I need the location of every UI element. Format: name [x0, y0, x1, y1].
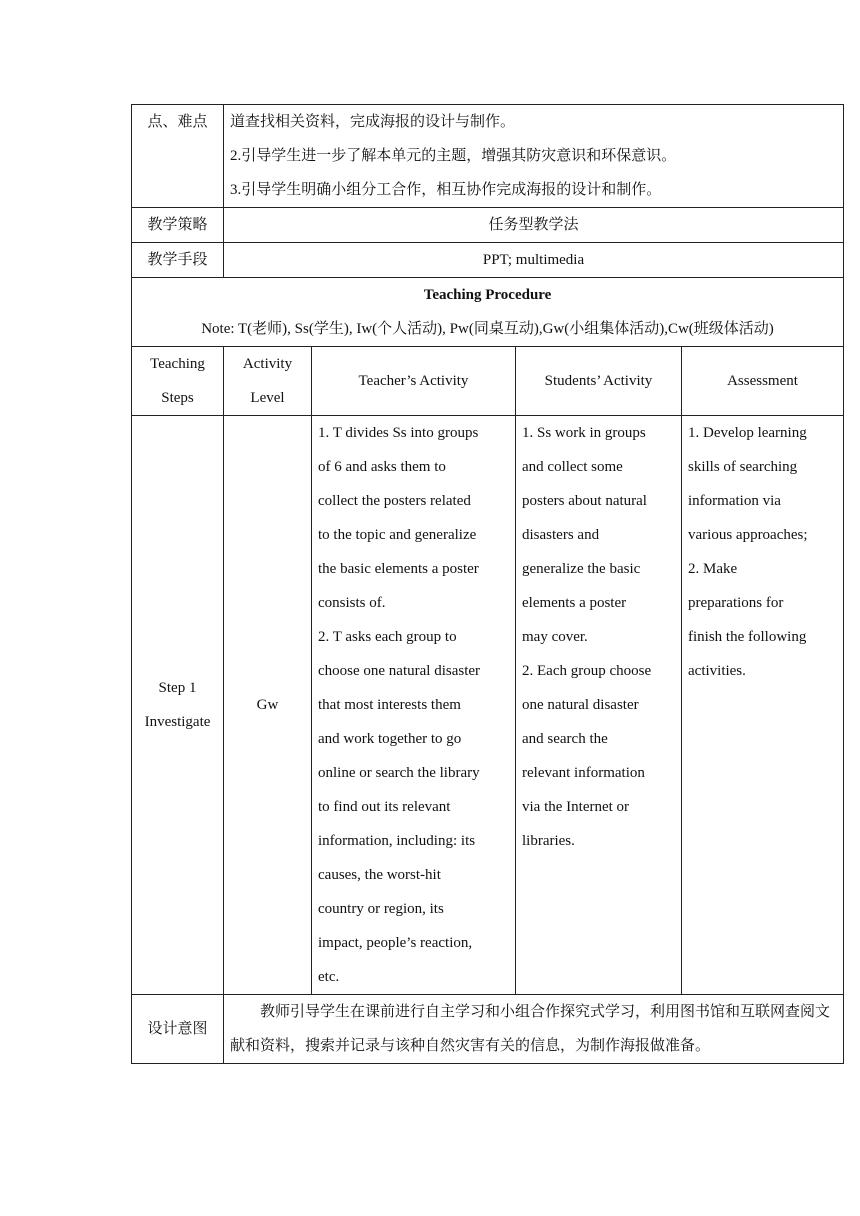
teacher-line: 1. T divides Ss into groups — [318, 425, 479, 441]
assessment-line: 2. Make — [688, 561, 738, 577]
students-line: disasters and — [522, 527, 600, 543]
header-steps-line: Steps — [161, 390, 194, 406]
assessment-line: preparations for — [688, 595, 784, 611]
students-line: and search the — [522, 731, 608, 747]
students-line: relevant information — [522, 765, 645, 781]
assessment-line: skills of searching — [688, 459, 798, 475]
students-line: 2. Each group choose — [522, 663, 652, 679]
design-label: 设计意图 — [132, 995, 224, 1064]
focus-line: 道查找相关资料，完成海报的设计与制作。 — [230, 114, 516, 130]
students-line: one natural disaster — [522, 697, 639, 713]
header-level-line: Level — [250, 390, 285, 406]
teacher-line: consists of. — [318, 595, 386, 611]
means-label: 教学手段 — [132, 243, 224, 278]
header-steps-line: Teaching — [150, 356, 205, 372]
students-line: and collect some — [522, 459, 623, 475]
focus-row — [132, 105, 844, 208]
teacher-line: choose one natural disaster — [318, 663, 481, 679]
teacher-line: 2. T asks each group to — [318, 629, 457, 645]
strategy-row — [132, 208, 844, 243]
students-line: may cover. — [522, 629, 588, 645]
strategy-value: 任务型教学法 — [224, 208, 844, 243]
step1-step-line: Investigate — [144, 714, 211, 730]
procedure-title: Teaching Procedure — [423, 287, 552, 303]
teacher-line: to find out its relevant — [318, 799, 451, 815]
column-header-row — [132, 347, 844, 416]
header-teaching-steps — [132, 347, 224, 416]
teacher-line: impact, people’s reaction, — [318, 935, 473, 951]
header-assessment: Assessment — [682, 347, 844, 416]
teacher-line: online or search the library — [318, 765, 480, 781]
focus-content — [224, 105, 844, 208]
design-row — [132, 995, 844, 1064]
teacher-line: collect the posters related — [318, 493, 471, 509]
assessment-line: information via — [688, 493, 781, 509]
teacher-line: country or region, its — [318, 901, 444, 917]
teacher-line: of 6 and asks them to — [318, 459, 446, 475]
step1-level-cell: Gw — [224, 416, 312, 995]
header-students-activity: Students’ Activity — [516, 347, 682, 416]
means-row — [132, 243, 844, 278]
design-text: 教师引导学生在课前进行自主学习和小组合作探究式学习，利用图书馆和互联网查阅文献和资料，搜索并记录与该种自然灾害有关的信息，为制作海报做准备。 — [224, 995, 844, 1064]
teacher-line: etc. — [318, 969, 340, 985]
header-teacher-activity: Teacher’s Activity — [312, 347, 516, 416]
step1-step-line: Step 1 — [158, 680, 197, 696]
teacher-line: the basic elements a poster — [318, 561, 479, 577]
step1-teacher-cell — [312, 416, 516, 995]
students-line: elements a poster — [522, 595, 627, 611]
strategy-label: 教学策略 — [132, 208, 224, 243]
assessment-line: various approaches; — [688, 527, 808, 543]
students-line: 1. Ss work in groups — [522, 425, 646, 441]
header-activity-level — [224, 347, 312, 416]
assessment-line: 1. Develop learning — [688, 425, 807, 441]
teacher-line: causes, the worst-hit — [318, 867, 441, 883]
assessment-line: finish the following — [688, 629, 807, 645]
header-level-line: Activity — [242, 356, 293, 372]
teacher-line: to the topic and generalize — [318, 527, 477, 543]
lesson-plan-table — [131, 104, 844, 1064]
procedure-header — [132, 278, 844, 347]
focus-line: 3.引导学生明确小组分工合作，相互协作完成海报的设计和制作。 — [230, 182, 662, 198]
step1-row — [132, 416, 844, 995]
teacher-line: that most interests them — [318, 697, 461, 713]
procedure-row — [132, 278, 844, 347]
teacher-line: information, including: its — [318, 833, 476, 849]
focus-line: 2.引导学生进一步了解本单元的主题，增强其防灾意识和环保意识。 — [230, 148, 677, 164]
step1-step-cell — [132, 416, 224, 995]
students-line: generalize the basic — [522, 561, 641, 577]
step1-assessment-cell — [682, 416, 844, 995]
step1-students-cell — [516, 416, 682, 995]
procedure-note: Note: T(老师), Ss(学生), Iw(个人活动), Pw(同桌互动),Gw(小组集体活动),Cw(班级体活动) — [201, 321, 774, 337]
assessment-line: activities. — [688, 663, 746, 679]
students-line: posters about natural — [522, 493, 647, 509]
students-line: libraries. — [522, 833, 575, 849]
means-value: PPT; multimedia — [224, 243, 844, 278]
teacher-line: and work together to go — [318, 731, 462, 747]
focus-label: 点、难点 — [132, 105, 224, 208]
students-line: via the Internet or — [522, 799, 630, 815]
